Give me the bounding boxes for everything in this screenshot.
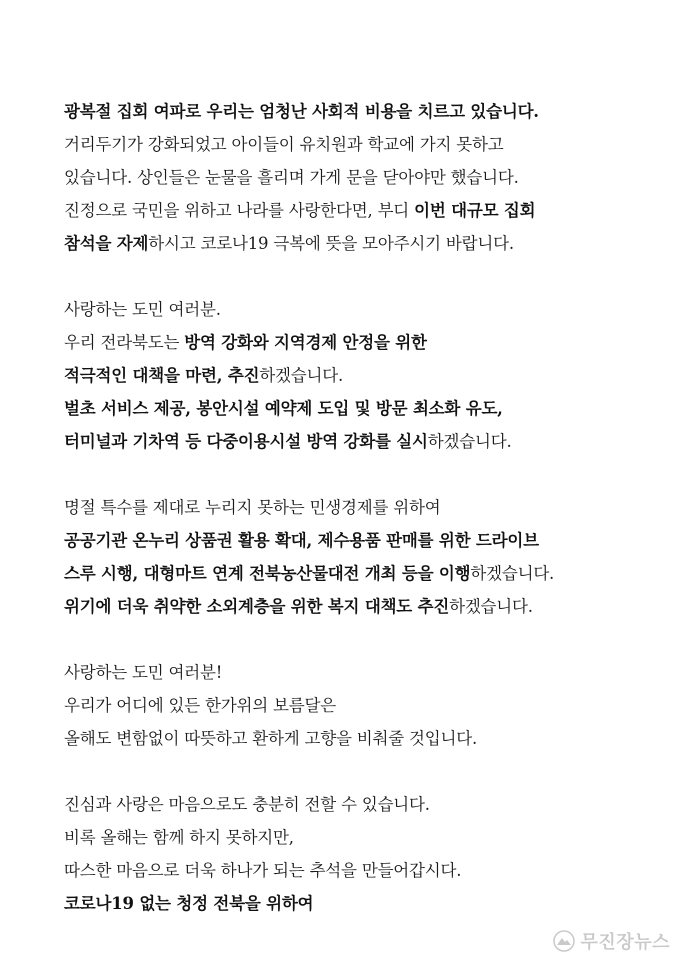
text: 사랑하는 도민 여러분.	[64, 300, 221, 319]
document-body	[64, 95, 644, 920]
text-line	[64, 887, 644, 920]
bold-text: 적극적인 대책을 마련, 추진	[64, 366, 260, 385]
text-line	[64, 392, 644, 425]
text: 하겠습니다.	[427, 432, 512, 451]
bold-text: 방역 강화와 지역경제 안정을 위한	[184, 333, 427, 352]
bold-text: 터미널과 기차역 등	[64, 432, 207, 451]
bold-text: 참석을 자제	[64, 234, 149, 253]
text-line	[64, 821, 644, 854]
paragraph-gap	[64, 755, 644, 788]
text-line	[64, 491, 644, 524]
paragraph	[64, 788, 644, 920]
text: 거리두기가 강화되었고 아이들이 유치원과 학교에 가지 못하고	[64, 135, 504, 154]
paragraph-gap	[64, 260, 644, 293]
text-line	[64, 359, 644, 392]
bold-text: 다중이용시설 방역 강화를 실시	[206, 432, 428, 451]
text: 사랑하는 도민 여러분!	[64, 663, 223, 682]
text-line	[64, 590, 644, 623]
bold-text: 이번 대규모 집회	[414, 201, 536, 220]
text-line	[64, 557, 644, 590]
text-line	[64, 854, 644, 887]
text: 진정으로 국민을 위하고 나라를 사랑한다면, 부디	[64, 201, 415, 220]
text-line	[64, 194, 644, 227]
text: 따스한 마음으로 더욱 하나가 되는 추석을 만들어갑시다.	[64, 861, 462, 880]
paragraph-gap	[64, 623, 644, 656]
paragraph	[64, 656, 644, 755]
text: 있습니다. 상인들은 눈물을 흘리며 가게 문을 닫아야만 했습니다.	[64, 168, 519, 187]
watermark	[553, 928, 670, 954]
text: 비록 올해는 함께 하지 못하지만,	[64, 828, 294, 847]
paragraph	[64, 95, 644, 260]
text-line	[64, 656, 644, 689]
text: 우리 전라북도는	[64, 333, 185, 352]
text: 하겠습니다.	[449, 597, 533, 616]
text-line	[64, 326, 644, 359]
text: 하겠습니다.	[470, 564, 555, 583]
text: 하겠습니다.	[259, 366, 344, 385]
bold-text: 광복절 집회 여파로 우리는 엄청난 사회적 비용을 치르고 있습니다.	[64, 102, 539, 121]
bold-text: 스루 시행, 대형마트 연계 전북농산물대전 개최 등을 이행	[64, 564, 471, 583]
text: 하시고 코로나19 극복에 뜻을 모아주시기 바랍니다.	[148, 234, 514, 253]
text: 진심과 사랑은 마음으로도 충분히 전할 수 있습니다.	[64, 795, 430, 814]
text-line	[64, 161, 644, 194]
bold-text: 벌초 서비스 제공, 봉안시설 예약제 도입 및 방문 최소화 유도,	[64, 399, 503, 418]
bold-text: 공공기관 온누리 상품권 활용 확대, 제수용품 판매를 위한 드라이브	[64, 531, 539, 550]
text-line	[64, 425, 644, 458]
text-line	[64, 227, 644, 260]
paragraph	[64, 293, 644, 458]
watermark-text: 무진장뉴스	[580, 932, 670, 953]
paragraph	[64, 491, 644, 623]
text: 명절 특수를 제대로 누리지 못하는 민생경제를 위하여	[64, 498, 441, 517]
text-line	[64, 95, 644, 128]
text: 올해도 변함없이 따뜻하고 환하게 고향을 비춰줄 것입니다.	[64, 729, 478, 748]
paragraph-gap	[64, 458, 644, 491]
bold-text: 위기에 더욱 취약한 소외계층을 위한 복지 대책도 추진	[64, 597, 450, 616]
text-line	[64, 788, 644, 821]
text-line	[64, 524, 644, 557]
text-line	[64, 293, 644, 326]
mountain-logo-icon	[553, 930, 575, 952]
text-line	[64, 722, 644, 755]
text-line	[64, 689, 644, 722]
text-line	[64, 128, 644, 161]
text: 우리가 어디에 있든 한가위의 보름달은	[64, 696, 337, 715]
bold-text: 코로나19 없는 청정 전북을 위하여	[64, 894, 314, 913]
